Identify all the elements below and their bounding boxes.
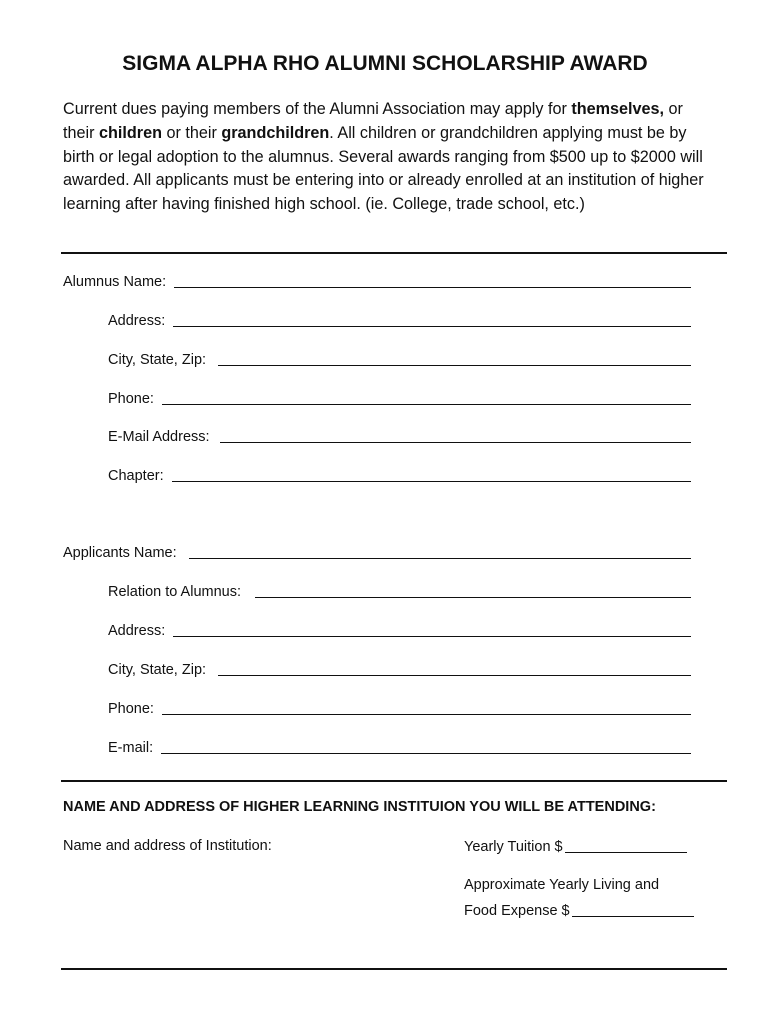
yearly-tuition-blank[interactable]	[565, 838, 687, 853]
applicant-city-field[interactable]	[108, 661, 691, 678]
divider-top	[61, 252, 727, 254]
alumnus-address-field[interactable]	[108, 312, 691, 329]
alumnus-email-blank[interactable]	[220, 428, 691, 443]
alumnus-email-label: E-Mail Address:	[108, 429, 210, 445]
applicant-city-blank[interactable]	[218, 661, 691, 676]
intro-text-1: Current dues paying members of the Alumni Association may apply for	[63, 100, 567, 118]
intro-text-3: or their	[161, 123, 222, 142]
applicant-relation-label: Relation to Alumnus:	[108, 584, 241, 600]
applicant-email-label: E-mail:	[108, 740, 154, 756]
living-expense-field[interactable]	[464, 902, 694, 919]
applicant-relation-blank[interactable]	[255, 583, 691, 598]
alumnus-email-field[interactable]	[108, 428, 691, 445]
alumnus-city-label: City, State, Zip:	[108, 352, 207, 368]
intro-bold-grandchildren: grandchildren	[221, 123, 330, 142]
intro-text-2: or their	[63, 100, 683, 142]
alumnus-chapter-label: Chapter:	[108, 468, 164, 484]
applicant-city-label: City, State, Zip:	[108, 662, 207, 678]
applicant-name-blank[interactable]	[189, 544, 691, 559]
intro-text-4: . All children or grandchildren applying must be by birth or legal adoption to the alumnus. Several awards ranging from $500 up to $2000 will awarded. All applicants must be entering into or already enrolled at an institution of higher learning after having finished high school. (ie. College, trade school, etc.)	[63, 123, 704, 214]
applicant-address-field[interactable]	[108, 622, 691, 639]
living-expense-blank[interactable]	[572, 902, 694, 917]
living-expense-label: Food Expense $	[464, 903, 570, 919]
applicant-phone-blank[interactable]	[162, 700, 691, 715]
living-expense-label-line1: Approximate Yearly Living and	[464, 877, 660, 893]
alumnus-phone-label: Phone:	[108, 391, 154, 407]
alumnus-city-blank[interactable]	[218, 351, 691, 366]
applicant-address-label: Address:	[108, 623, 166, 639]
divider-bottom	[61, 968, 727, 970]
alumnus-name-label: Alumnus Name:	[63, 274, 167, 290]
form-title: SIGMA ALPHA RHO ALUMNI SCHOLARSHIP AWARD	[122, 52, 648, 75]
alumnus-chapter-field[interactable]	[108, 467, 691, 484]
applicant-name-field[interactable]	[63, 544, 691, 561]
yearly-tuition-field[interactable]	[464, 838, 687, 855]
divider-middle	[61, 780, 727, 782]
alumnus-name-blank[interactable]	[174, 273, 691, 288]
alumnus-name-field[interactable]	[63, 273, 691, 290]
institution-name-label: Name and address of Institution:	[63, 838, 272, 854]
intro-paragraph	[63, 98, 713, 217]
alumnus-address-blank[interactable]	[173, 312, 691, 327]
applicant-address-blank[interactable]	[173, 622, 691, 637]
applicant-phone-label: Phone:	[108, 701, 154, 717]
alumnus-address-label: Address:	[108, 313, 166, 329]
alumnus-phone-blank[interactable]	[162, 390, 691, 405]
applicant-email-blank[interactable]	[161, 739, 691, 754]
intro-bold-children: children	[99, 123, 162, 142]
applicant-name-label: Applicants Name:	[63, 545, 177, 561]
alumnus-chapter-blank[interactable]	[172, 467, 691, 482]
applicant-relation-field[interactable]	[108, 583, 691, 600]
yearly-tuition-label: Yearly Tuition $	[464, 839, 563, 855]
applicant-phone-field[interactable]	[108, 700, 691, 717]
alumnus-city-field[interactable]	[108, 351, 691, 368]
applicant-email-field[interactable]	[108, 739, 691, 756]
alumnus-phone-field[interactable]	[108, 390, 691, 407]
institution-heading: NAME AND ADDRESS OF HIGHER LEARNING INSTITUION YOU WILL BE ATTENDING:	[63, 799, 656, 815]
intro-bold-themselves: themselves,	[571, 100, 665, 118]
